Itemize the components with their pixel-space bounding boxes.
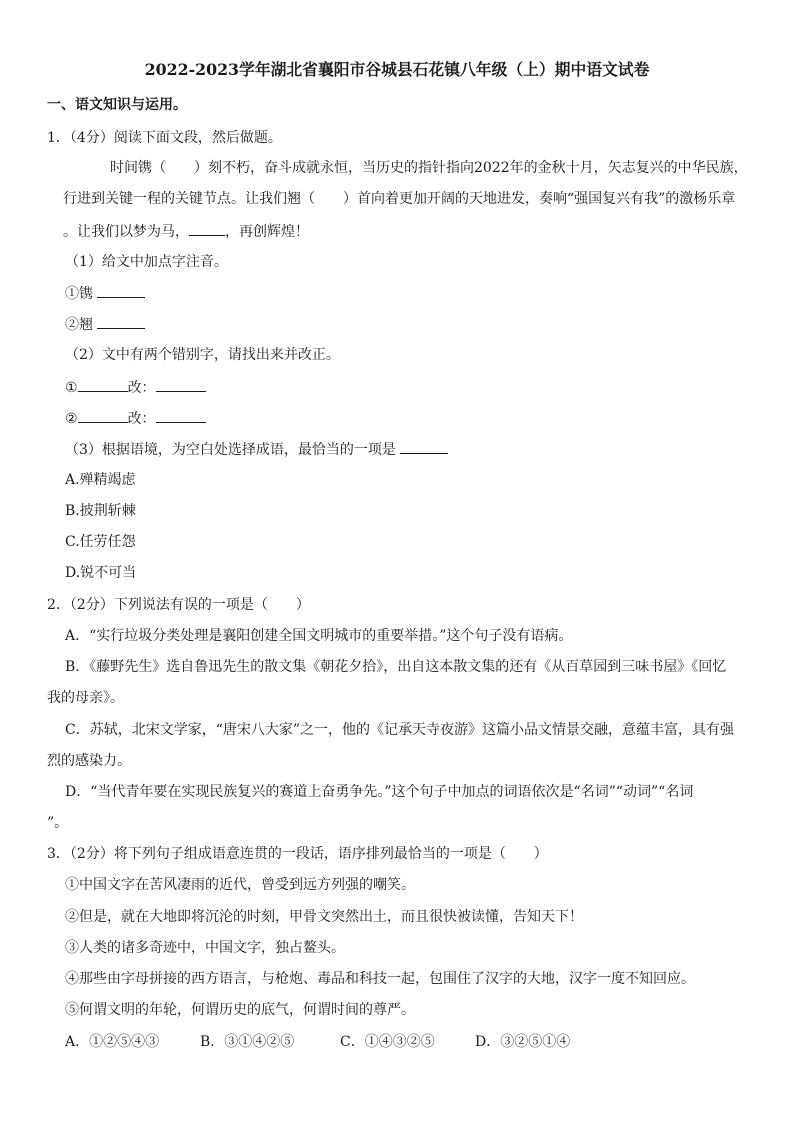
q1-sub3 — [65, 439, 448, 460]
q1-sub2-item-a — [65, 377, 206, 398]
section-heading: 一、语文知识与运用。 — [47, 97, 187, 113]
q3-option-b: B．③①④②⑤ — [200, 1034, 295, 1050]
q2-stem: 2．（2分）下列说法有误的一项是（ ） — [47, 597, 310, 613]
q1-sub1-b-label: ②翘 — [65, 317, 93, 333]
correct-char-blank-1[interactable] — [156, 377, 206, 392]
q2-option-a: A．“实行垃圾分类处理是襄阳创建全国文明城市的重要举措。”这个句子没有语病。 — [65, 628, 573, 644]
q2-option-b-line-2: 我的母亲》。 — [47, 690, 124, 706]
q1-sub1: （1）给文中加点字注音。 — [65, 254, 228, 270]
q2-option-d-line-2: ”。 — [47, 815, 69, 831]
q1-passage-line-3b: ，再创辉煌！ — [225, 224, 309, 240]
q1-passage-line-3 — [63, 221, 309, 242]
q1-sub1-item-a — [65, 283, 145, 304]
q1-sub2-a-label: ① — [65, 380, 78, 396]
q3-sentence-3: ③人类的诸多奇迹中，中国文字，独占鳌头。 — [65, 940, 345, 956]
fix-label: 改： — [127, 380, 156, 396]
pinyin-answer-blank-1[interactable] — [97, 283, 145, 298]
q1-stem: 1．（4分）阅读下面文段，然后做题。 — [47, 130, 282, 146]
q1-option-a: A.殚精竭虑 — [65, 472, 136, 488]
q1-passage-line-2: 行进到关键一程的关键节点。让我们翘（ ）首向着更加开阔的天地进发，奏响“强国复兴有我”的激杨乐章 — [63, 191, 736, 207]
q3-option-a: A．①②⑤④③ — [65, 1034, 160, 1050]
q3-sentence-1: ①中国文字在苦风凄雨的近代，曾受到远方列强的嘲笑。 — [65, 877, 415, 893]
q3-option-c: C．①④③②⑤ — [340, 1034, 435, 1050]
q1-option-d: D.锐不可当 — [65, 565, 137, 581]
q3-option-d: D．③②⑤①④ — [475, 1034, 571, 1050]
choice-answer-blank[interactable] — [400, 439, 448, 454]
q3-sentence-2: ②但是，就在大地即将沉沦的时刻，甲骨文突然出土，而且很快被读懂，告知天下！ — [65, 909, 583, 925]
page-title: 2022-2023学年湖北省襄阳市谷城县石花镇八年级（上）期中语文试卷 — [144, 60, 650, 79]
correct-char-blank-2[interactable] — [156, 408, 206, 423]
q1-passage-line-3a: 。让我们以梦为马， — [63, 224, 189, 240]
q1-sub2-item-b — [65, 408, 206, 429]
q1-sub1-a-label: ①镌 — [65, 286, 93, 302]
q1-option-b: B.披荆斩棘 — [65, 503, 136, 519]
q2-option-d-line-1: D．“当代青年要在实现民族复兴的赛道上奋勇争先。”这个句子中加点的词语依次是“名词”“动词”“名词 — [65, 784, 694, 800]
q2-option-c-line-1: C．苏轼，北宋文学家，“唐宋八大家”之一，他的《记承天寺夜游》这篇小品文情景交融，意蕴丰富，具有强 — [65, 722, 735, 738]
pinyin-answer-blank-2[interactable] — [97, 314, 145, 329]
fix-label: 改： — [127, 411, 156, 427]
q1-sub2: （2）文中有两个错别字，请找出来并改正。 — [65, 347, 340, 363]
q3-stem: 3．（2分）将下列句子组成语意连贯的一段话，语序排列最恰当的一项是（ ） — [47, 846, 548, 862]
q1-sub3-text: （3）根据语境，为空白处选择成语，最恰当的一项是 — [65, 442, 396, 458]
wrong-char-blank-1[interactable] — [78, 377, 128, 392]
q1-option-c: C.任劳任怨 — [65, 534, 136, 550]
q1-sub2-b-label: ② — [65, 411, 78, 427]
q1-passage-line-1: 时间镌（ ）刻不朽，奋斗成就永恒，当历史的指针指向2022年的金秋十月，矢志复兴的中华民族， — [110, 160, 748, 176]
q3-sentence-5: ⑤何谓文明的年轮，何谓历史的底气，何谓时间的尊严。 — [65, 1002, 415, 1018]
q2-option-c-line-2: 烈的感染力。 — [47, 753, 131, 769]
q1-sub1-item-b — [65, 314, 145, 335]
q3-sentence-4: ④那些由字母拼接的西方语言，与枪炮、毒品和科技一起，包围住了汉字的大地，汉字一度不知回应。 — [65, 971, 695, 987]
idiom-blank — [189, 221, 225, 236]
wrong-char-blank-2[interactable] — [78, 408, 128, 423]
q2-option-b-line-1: B．《藤野先生》选自鲁迅先生的散文集《朝花夕拾》，出自这本散文集的还有《从百草园到三味书屋》《回忆 — [65, 659, 727, 675]
